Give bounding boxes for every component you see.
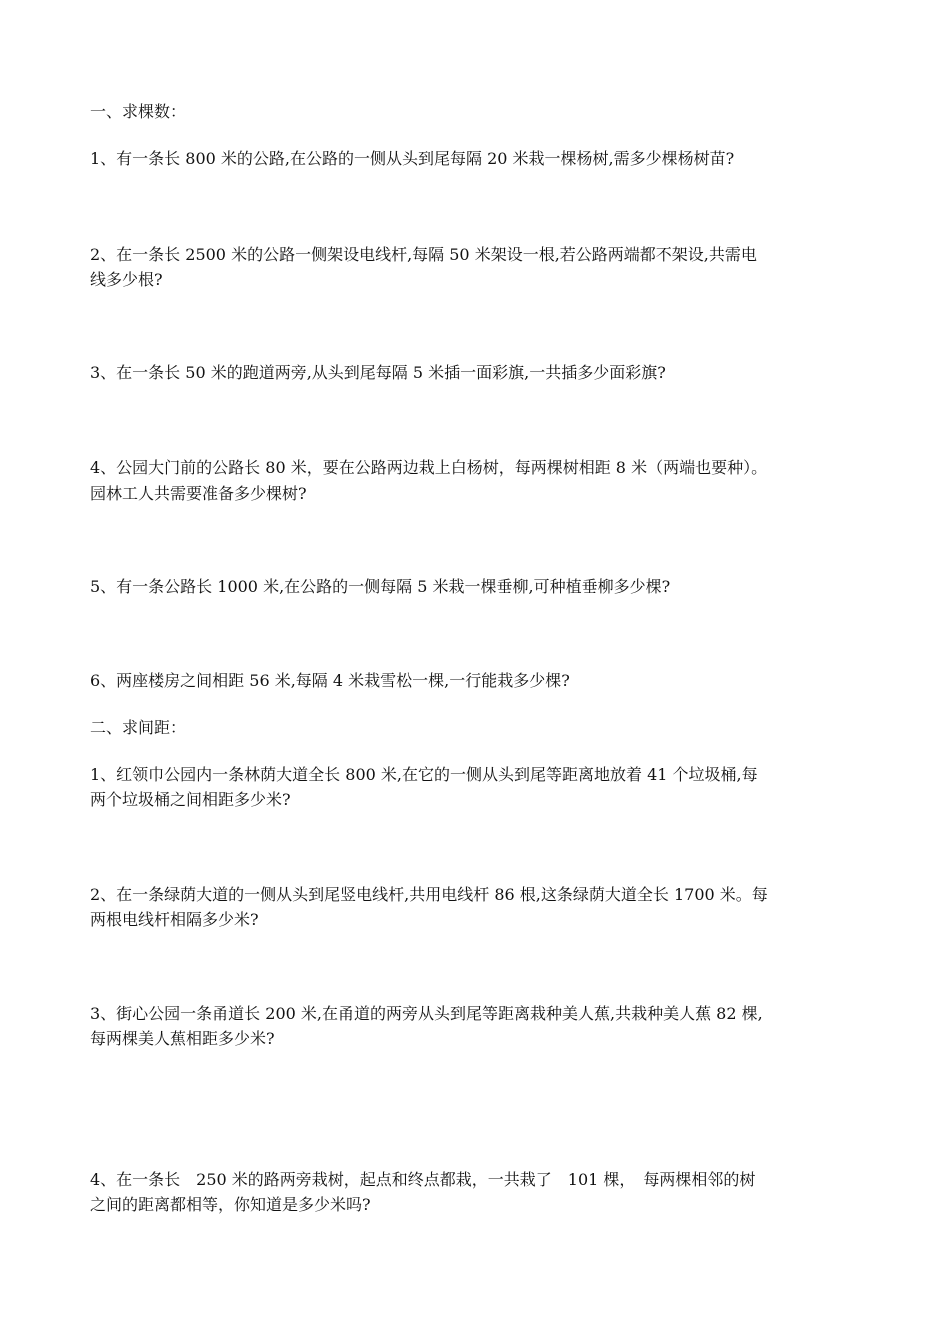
question-2-3-line1: 3、街心公园一条甬道长 200 米,在甬道的两旁从头到尾等距离栽种美人蕉,共栽种美人蕉 82 棵,: [90, 1004, 763, 1023]
section1-heading: 一、求棵数：: [90, 102, 187, 121]
question-1-1: 1、有一条长 800 米的公路,在公路的一侧从头到尾每隔 20 米栽一棵杨树,需多少棵杨树苗?: [90, 149, 735, 168]
question-2-3-line2: 每两棵美人蕉相距多少米?: [90, 1029, 275, 1048]
question-1-5: 5、有一条公路长 1000 米,在公路的一侧每隔 5 米栽一棵垂柳,可种植垂柳多少棵?: [90, 577, 671, 596]
question-2-1-line1: 1、红领巾公园内一条林荫大道全长 800 米,在它的一侧从头到尾等距离地放着 41 个垃圾桶,每: [90, 765, 758, 784]
question-1-2-line1: 2、在一条长 2500 米的公路一侧架设电线杆,每隔 50 米架设一根,若公路两端都不架设,共需电: [90, 245, 757, 264]
question-2-4-line1: 4、在一条长 250 米的路两旁栽树，起点和终点都栽，一共栽了 101 棵， 每两棵相邻的树: [90, 1170, 756, 1189]
question-1-4-line2: 园林工人共需要准备多少棵树?: [90, 484, 307, 503]
question-1-2-line2: 线多少根?: [90, 270, 163, 289]
question-2-4-line2: 之间的距离都相等，你知道是多少米吗?: [90, 1195, 371, 1214]
question-2-2-line2: 两根电线杆相隔多少米?: [90, 910, 259, 929]
question-2-2-line1: 2、在一条绿荫大道的一侧从头到尾竖电线杆,共用电线杆 86 根,这条绿荫大道全长 1700 米。每: [90, 885, 768, 904]
question-1-4-line1: 4、公园大门前的公路长 80 米，要在公路两边栽上白杨树，每两棵树相距 8 米（两端也要种）。: [90, 458, 768, 477]
question-1-6: 6、两座楼房之间相距 56 米,每隔 4 米栽雪松一棵,一行能栽多少棵?: [90, 671, 570, 690]
question-1-3: 3、在一条长 50 米的跑道两旁,从头到尾每隔 5 米插一面彩旗,一共插多少面彩旗?: [90, 363, 666, 382]
section2-heading: 二、求间距：: [90, 718, 187, 737]
question-2-1-line2: 两个垃圾桶之间相距多少米?: [90, 790, 291, 809]
